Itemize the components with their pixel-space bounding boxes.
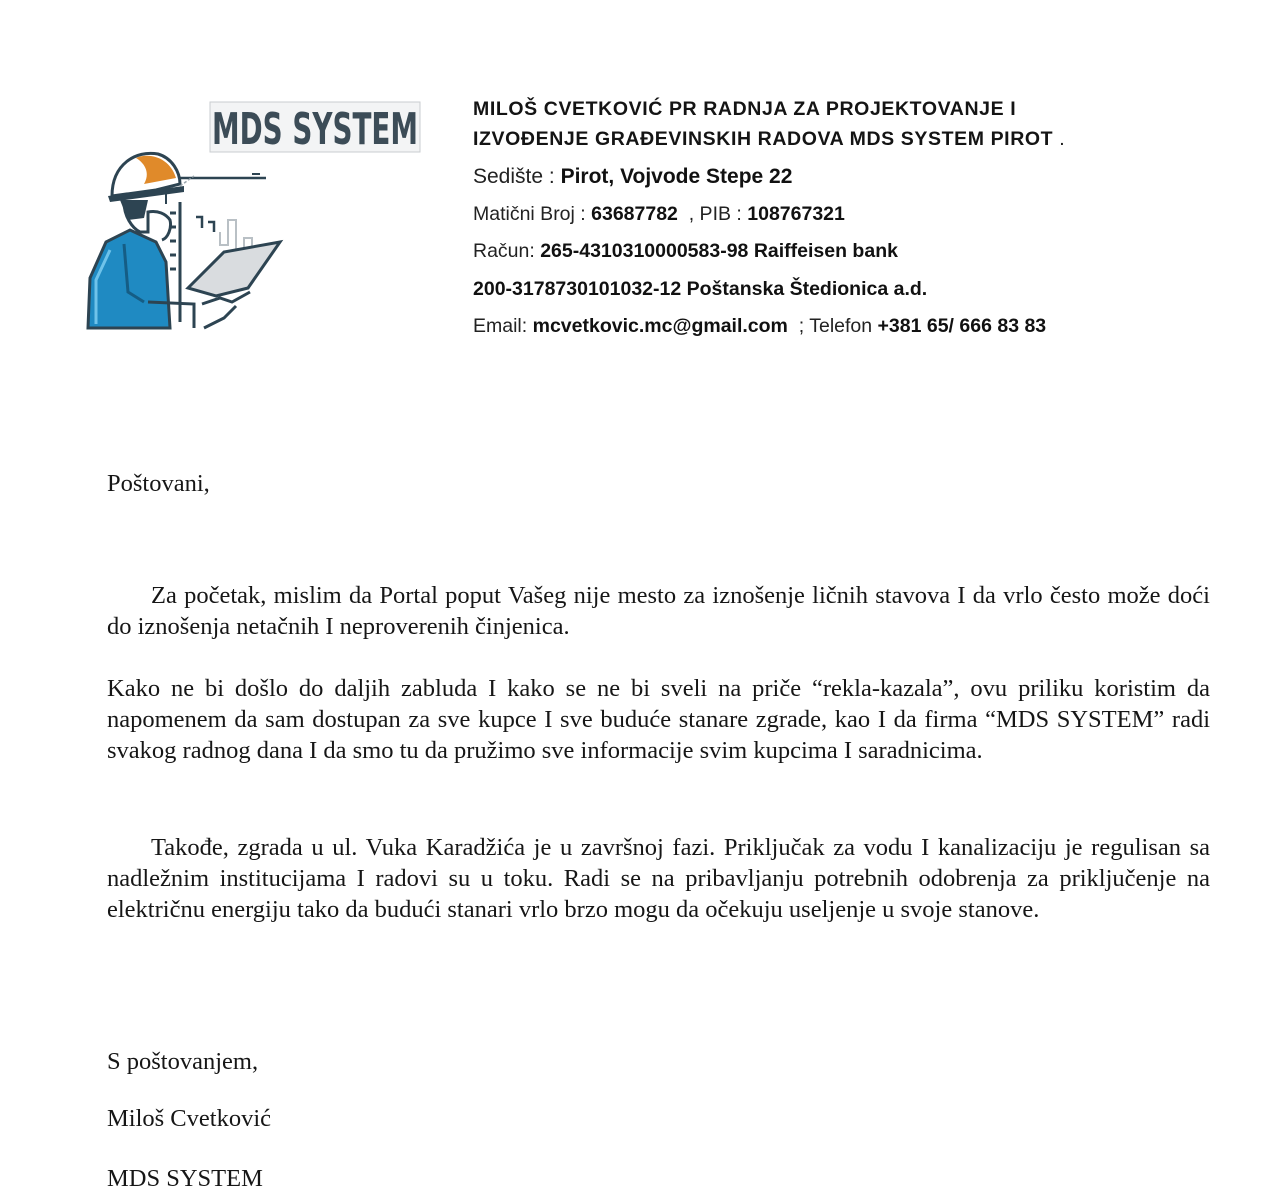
letter-paragraph-2: Kako ne bi došlo do daljih zabluda I kako se ne bi sveli na priče “rekla-kazala”, ovu priliku koristim da napomenem da sam dostupan za sve kupce I sve buduće stanare zgrade, kao I da firma “MDS SYSTEM” radi svakog radnog dana I da smo tu da pružimo sve informacije svim kupcima I saradnicima. [107, 675, 1210, 764]
company-name-line-2-text: IZVOĐENJE GRAĐEVINSKIH RADOVA MDS SYSTEM PIROT [473, 128, 1054, 150]
seat-value: Pirot, Vojvode Stepe 22 [560, 165, 793, 188]
company-name-line-1: MILOŠ CVETKOVIĆ PR RADNJA ZA PROJEKTOVANJE I [473, 98, 1017, 120]
account-2-value: 200-3178730101032-12 Poštanska Štedionica a.d. [473, 277, 928, 300]
registration-row [473, 196, 1253, 234]
engineer-illustration-icon [84, 92, 430, 328]
company-name-line-2 [473, 124, 1253, 154]
pib-value: 108767321 [747, 202, 845, 225]
letter-greeting: Poštovani, [107, 470, 210, 497]
pib-label: , PIB : [677, 202, 748, 225]
phone-value: +381 65/ 666 83 83 [877, 315, 1047, 338]
signature-company: MDS SYSTEM [107, 1165, 263, 1192]
svg-text:MDS SYSTEM: MDS SYSTEM [212, 104, 418, 155]
account-row-1 [473, 233, 1253, 271]
seat-row [473, 158, 1253, 196]
letter-paragraph-3: Takođe, zgrada u ul. Vuka Karadžića je u završnoj fazi. Priključak za vodu I kanalizaciju je regulisan sa nadležnim institucijama I radovi su u toku. Radi se na pribavljanju potrebnih odobrenja za priključenje na električnu energiju tako da budući stanari vrlo brzo mogu da očekuju useljenje u svoje stanove. [107, 834, 1210, 923]
signature-name: Miloš Cvetković [107, 1105, 272, 1132]
phone-label: ; Telefon [787, 315, 878, 338]
letter-paragraph-1: Za početak, mislim da Portal poput Vašeg nije mesto za iznošenje ličnih stavova I da vrlo često može doći do iznošenja netačnih I neproverenih činjenica. [107, 582, 1210, 640]
logo-wordmark [210, 102, 420, 155]
contact-row [473, 308, 1253, 346]
account-label: Račun: [473, 240, 541, 263]
email-value[interactable]: mcvetkovic.mc@gmail.com [532, 315, 788, 338]
letter-closing: S poštovanjem, [107, 1048, 259, 1075]
seat-label: Sedište : [473, 165, 561, 188]
company-logo [84, 92, 430, 328]
reg-label: Matični Broj : [473, 202, 592, 225]
company-name-suffix: . [1053, 128, 1066, 150]
account-1-value: 265-4310310000583-98 Raiffeisen bank [540, 240, 898, 263]
reg-value: 63687782 [591, 202, 678, 225]
letterhead [473, 94, 1253, 346]
email-label: Email: [473, 315, 533, 338]
account-row-2 [473, 271, 1253, 309]
